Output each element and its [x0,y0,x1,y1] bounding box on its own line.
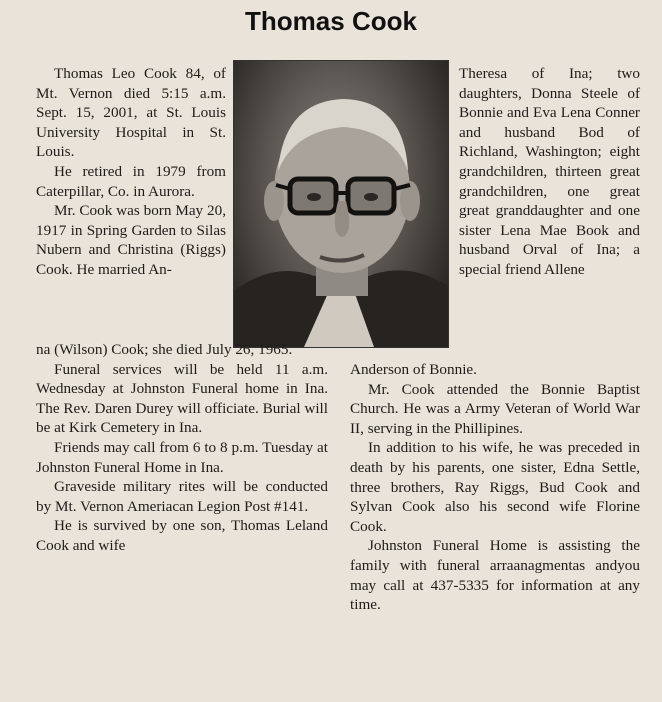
paragraph: Mr. Cook was born May 20, 1917 in Spring Garden to Silas Nubern and Christina (Riggs) Cook. He married An- [36,202,226,278]
paragraph: He retired in 1979 from Caterpillar, Co. in Aurora. [36,162,226,200]
paragraph: Mr. Cook attended the Bonnie Baptist Church. He was a Army Veteran of World War II, serving in the Phillipines. [350,380,640,437]
obituary-column-right-bottom [350,360,640,615]
obituary-column-left-bottom [36,340,328,556]
obituary-title: Thomas Cook [245,6,417,36]
paragraph: He is survived by one son, Thomas Leland Cook and wife [36,517,328,554]
paragraph: Friends may call from 6 to 8 p.m. Tuesday at Johnston Funeral Home in Ina. [36,438,328,476]
portrait-photo [233,60,449,348]
paragraph: In addition to his wife, he was preceded in death by his parents, one sister, Edna Settle, three brothers, Ray Riggs, Bud Cook and Sylvan Cook also his second wife Florine Cook. [350,439,640,535]
paragraph: Theresa of Ina; two daughters, Donna Steele of Bonnie and Eva Lena Conner and husband Bod of Richland, Washington; eight grandchildren, thirteen great grandchildren, one great great granddaughter and one sister Lena Mae Book and husband Orval of Ina; a special friend Allene [459,65,640,278]
paragraph: na (Wilson) Cook; she died July 26, 1965. [36,341,293,358]
paragraph: Johnston Funeral Home is assisting the family with funeral arraanagmentas andyou may call at 437-5335 for information at any time. [350,537,640,614]
paragraph: Graveside military rites will be conducted by Mt. Vernon Ameriacan Legion Post #141. [36,478,328,515]
paragraph: Anderson of Bonnie. [350,361,477,378]
paragraph: Funeral services will be held 11 a.m. Wednesday at Johnston Funeral home in Ina. The Rev. Daren Durey will officiate. Burial will be at Kirk Cemetery in Ina. [36,360,328,437]
obituary-column-left-top [36,64,226,280]
paragraph: Thomas Leo Cook 84, of Mt. Vernon died 5:15 a.m. Sept. 15, 2001, at St. Louis University Hospital in St. Louis. [36,65,226,161]
obituary-column-right-top [459,64,640,280]
